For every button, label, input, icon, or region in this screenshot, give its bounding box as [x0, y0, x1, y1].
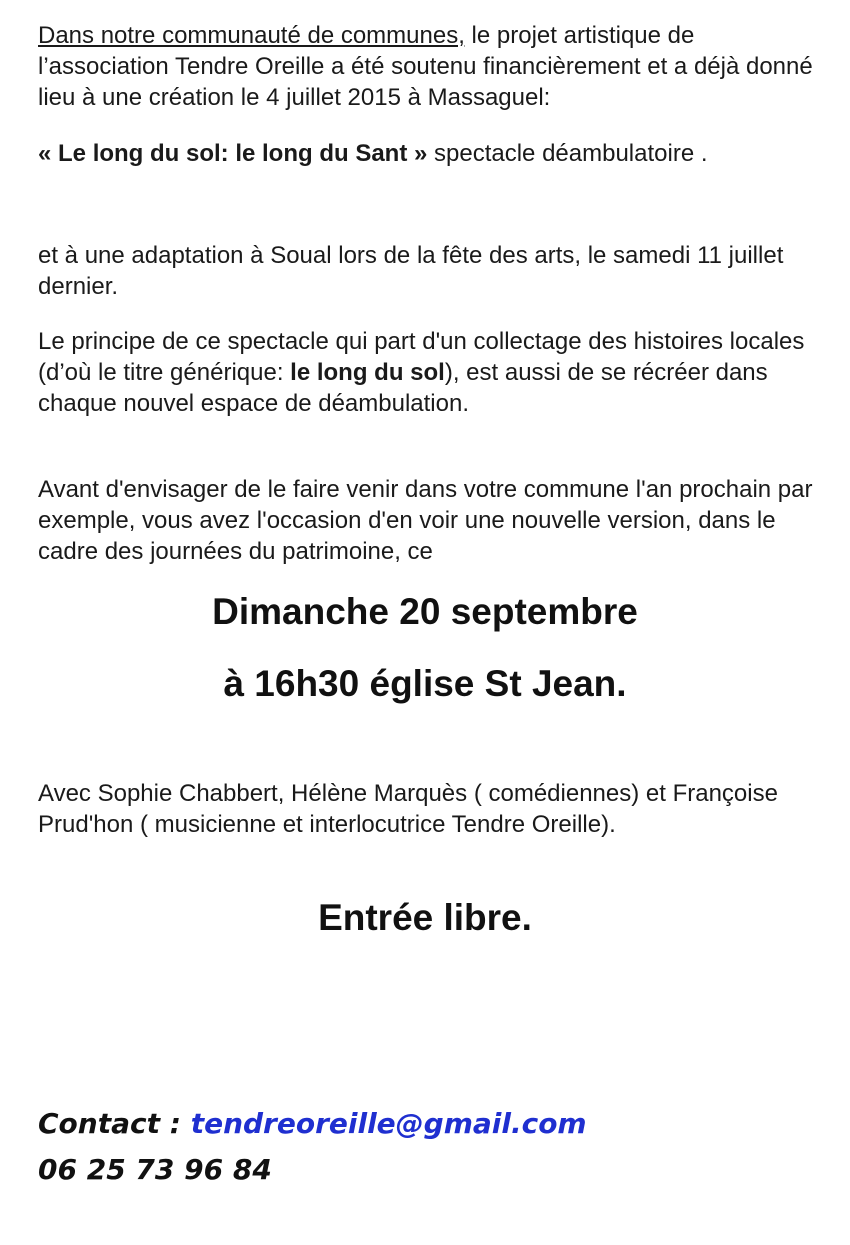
entry-notice: Entrée libre.	[318, 897, 532, 938]
intro-paragraph	[38, 20, 818, 113]
principle-text-before: Le principe de ce spectacle qui part d'un collectage des histoires locales (d’où le titre générique:	[38, 328, 805, 386]
contact-email-link[interactable]: tendreoreille@gmail.com	[190, 1107, 587, 1140]
adaptation-paragraph: et à une adaptation à Soual lors de la fête des arts, le samedi 11 juillet dernier.	[38, 242, 784, 300]
event-time-place: à 16h30 église St Jean.	[223, 663, 627, 704]
principle-bold-title: le long du sol	[290, 359, 445, 386]
show-subtitle: spectacle déambulatoire .	[427, 140, 708, 167]
event-date: Dimanche 20 septembre	[212, 591, 638, 632]
contact-line	[38, 1104, 587, 1144]
intro-text: le projet artistique de l’association Tendre Oreille a été soutenu financièrement et a déjà donné lieu à une création le 4 juillet 2015 à Massaguel:	[38, 22, 813, 111]
contact-phone: 06 25 73 96 84	[38, 1153, 272, 1186]
contact-label: Contact :	[38, 1107, 191, 1140]
principle-paragraph	[38, 326, 818, 419]
intro-underlined-text: Dans notre communauté de communes,	[38, 22, 465, 49]
show-title: « Le long du sol: le long du Sant »	[38, 140, 428, 167]
cast-paragraph: Avec Sophie Chabbert, Hélène Marquès ( comédiennes) et Françoise Prud'hon ( musicienne et interlocutrice Tendre Oreille).	[38, 780, 778, 838]
invitation-paragraph: Avant d'envisager de le faire venir dans votre commune l'an prochain par exemple, vous avez l'occasion d'en voir une nouvelle version, dans le cadre des journées du patrimoine, ce	[38, 476, 813, 565]
principle-text-after: ), est aussi de se récréer dans chaque nouvel espace de déambulation.	[38, 359, 768, 417]
show-title-paragraph	[38, 138, 818, 169]
